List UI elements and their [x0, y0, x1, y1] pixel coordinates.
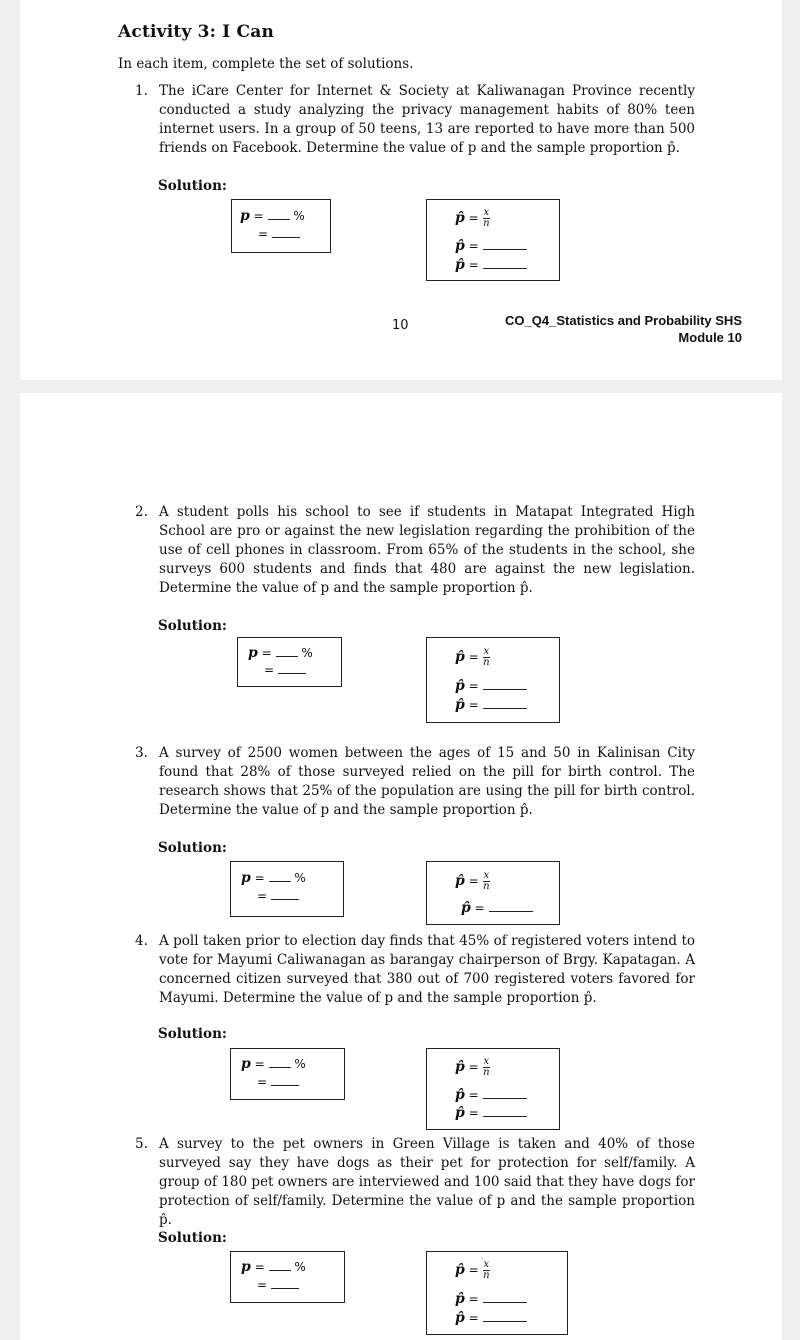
p-blank[interactable] [276, 655, 298, 657]
page-number: 10 [392, 318, 409, 333]
phat-value-blank[interactable] [489, 910, 533, 912]
p-decimal-blank[interactable] [271, 898, 299, 900]
x-over-n-fraction: $\frac{x}{n}$ [483, 1259, 490, 1281]
module-label [505, 312, 742, 346]
solution-label: Solution: [158, 618, 227, 634]
equals-sign: = [258, 227, 269, 241]
phat-value-blank[interactable] [483, 707, 527, 709]
solution-label: Solution: [158, 178, 227, 194]
item-3 [135, 744, 695, 820]
x-over-n-fraction: $\frac{x}{n}$ [483, 870, 490, 892]
p-blank[interactable] [268, 218, 290, 220]
equals-sign: = [468, 679, 479, 693]
p-answer-box[interactable] [230, 1048, 345, 1100]
phat-answer-box[interactable] [426, 199, 560, 281]
equals-sign: = [254, 1057, 265, 1071]
x-over-n-fraction: $\frac{x}{n}$ [483, 1056, 490, 1078]
solution-label: Solution: [158, 1230, 227, 1246]
phat-symbol: p̂ [455, 678, 465, 694]
equals-sign: = [254, 1260, 265, 1274]
item-1 [135, 82, 695, 158]
p-answer-box[interactable] [231, 199, 331, 253]
phat-fraction-blank[interactable] [483, 248, 527, 250]
phat-symbol: p̂ [455, 1087, 465, 1103]
equals-sign: = [257, 1278, 268, 1292]
percent-sign: % [294, 1260, 306, 1274]
p-symbol: p [241, 870, 251, 886]
item-text: The iCare Center for Internet & Society at Kaliwanagan Province recently conducted a study analyzing the privacy management habits of 80% teen internet users. In a group of 50 teens, 13 are reported to have more than 500 friends on Facebook. Determine the value of p and the sample proportion p̂. [159, 83, 695, 156]
phat-answer-box[interactable] [426, 1048, 560, 1130]
equals-sign: = [468, 1088, 479, 1102]
p-decimal-blank[interactable] [278, 672, 306, 674]
phat-value-blank[interactable] [483, 1115, 527, 1117]
p-blank[interactable] [269, 1066, 291, 1068]
phat-fraction-blank[interactable] [483, 1097, 527, 1099]
p-blank[interactable] [269, 1269, 291, 1271]
p-answer-box[interactable] [237, 637, 342, 687]
equals-sign: = [468, 258, 479, 272]
phat-symbol: p̂ [461, 900, 471, 916]
equals-sign: = [261, 646, 272, 660]
module-number: Module 10 [678, 330, 742, 345]
phat-symbol: p̂ [455, 1105, 465, 1121]
equals-sign: = [468, 211, 479, 225]
module-course: CO_Q4_Statistics and Probability SHS [505, 313, 742, 328]
percent-sign: % [294, 1057, 306, 1071]
p-symbol: p [241, 1056, 251, 1072]
item-number: 3. [135, 745, 148, 761]
phat-symbol: p̂ [455, 1059, 465, 1075]
phat-symbol: p̂ [455, 238, 465, 254]
phat-symbol: p̂ [455, 697, 465, 713]
equals-sign: = [468, 874, 479, 888]
item-number: 5. [135, 1136, 148, 1152]
p-answer-box[interactable] [230, 861, 344, 917]
equals-sign: = [254, 871, 265, 885]
equals-sign: = [468, 239, 479, 253]
phat-answer-box[interactable] [426, 861, 560, 925]
item-number: 2. [135, 504, 148, 520]
phat-symbol: p̂ [455, 210, 465, 226]
solution-label: Solution: [158, 1026, 227, 1042]
phat-fraction-blank[interactable] [483, 688, 527, 690]
equals-sign: = [474, 901, 485, 915]
instructions: In each item, complete the set of solutions. [118, 56, 414, 72]
x-over-n-fraction: $\frac{x}{n}$ [483, 646, 490, 668]
p-symbol: p [241, 1259, 251, 1275]
phat-symbol: p̂ [455, 1262, 465, 1278]
equals-sign: = [253, 209, 264, 223]
phat-fraction-blank[interactable] [483, 1301, 527, 1303]
phat-symbol: p̂ [455, 1291, 465, 1307]
phat-value-blank[interactable] [483, 267, 527, 269]
p-symbol: p [248, 645, 258, 661]
page-2 [20, 393, 782, 1340]
decorative-header-graphic [128, 0, 238, 20]
x-over-n-fraction: $\frac{x}{n}$ [483, 207, 490, 229]
p-symbol: p [240, 208, 250, 224]
equals-sign: = [468, 1311, 479, 1325]
item-text: A survey of 2500 women between the ages of 15 and 50 in Kalinisan City found that 28% of those surveyed relied on the pill for birth control. The research shows that 25% of the population are using the pill for birth control. Determine the value of p and the sample proportion p̂. [159, 745, 695, 818]
p-decimal-blank[interactable] [271, 1287, 299, 1289]
percent-sign: % [293, 209, 305, 223]
equals-sign: = [468, 650, 479, 664]
equals-sign: = [264, 663, 275, 677]
equals-sign: = [257, 889, 268, 903]
item-2 [135, 503, 695, 598]
p-answer-box[interactable] [230, 1251, 345, 1303]
equals-sign: = [468, 1292, 479, 1306]
p-decimal-blank[interactable] [272, 236, 300, 238]
equals-sign: = [257, 1075, 268, 1089]
equals-sign: = [468, 1060, 479, 1074]
p-decimal-blank[interactable] [271, 1084, 299, 1086]
percent-sign: % [294, 871, 306, 885]
equals-sign: = [468, 698, 479, 712]
phat-symbol: p̂ [455, 1310, 465, 1326]
item-number: 1. [135, 83, 148, 99]
percent-sign: % [301, 646, 313, 660]
equals-sign: = [468, 1106, 479, 1120]
item-text: A student polls his school to see if students in Matapat Integrated High School are pro or against the new legislation regarding the prohibition of the use of cell phones in classroom. From 65% of the students in the school, she surveys 600 students and finds that 480 are against the new legislation. Determine the value of p and the sample proportion p̂. [159, 504, 695, 596]
item-text: A survey to the pet owners in Green Village is taken and 40% of those surveyed say they have dogs as their pet for protection for self/family. A group of 180 pet owners are interviewed and 100 said that they have dogs for protection of self/family. Determine the value of p and the sample proportion p̂. [159, 1136, 695, 1228]
phat-symbol: p̂ [455, 649, 465, 665]
item-number: 4. [135, 933, 148, 949]
phat-answer-box[interactable] [426, 637, 560, 723]
page-1 [20, 0, 782, 380]
activity-title: Activity 3: I Can [118, 22, 275, 42]
equals-sign: = [468, 1263, 479, 1277]
item-text: A poll taken prior to election day finds that 45% of registered voters intend to vote for Mayumi Caliwanagan as barangay chairperson of Brgy. Kapatagan. A concerned citizen surveyed that 380 out of 700 registered voters favored for Mayumi. Determine the value of p and the sample proportion p̂. [159, 933, 695, 1006]
phat-symbol: p̂ [455, 873, 465, 889]
p-blank[interactable] [269, 880, 291, 882]
item-4 [135, 932, 695, 1008]
solution-label: Solution: [158, 840, 227, 856]
phat-symbol: p̂ [455, 257, 465, 273]
phat-value-blank[interactable] [483, 1320, 527, 1322]
item-5 [135, 1135, 695, 1230]
phat-answer-box[interactable] [426, 1251, 568, 1335]
